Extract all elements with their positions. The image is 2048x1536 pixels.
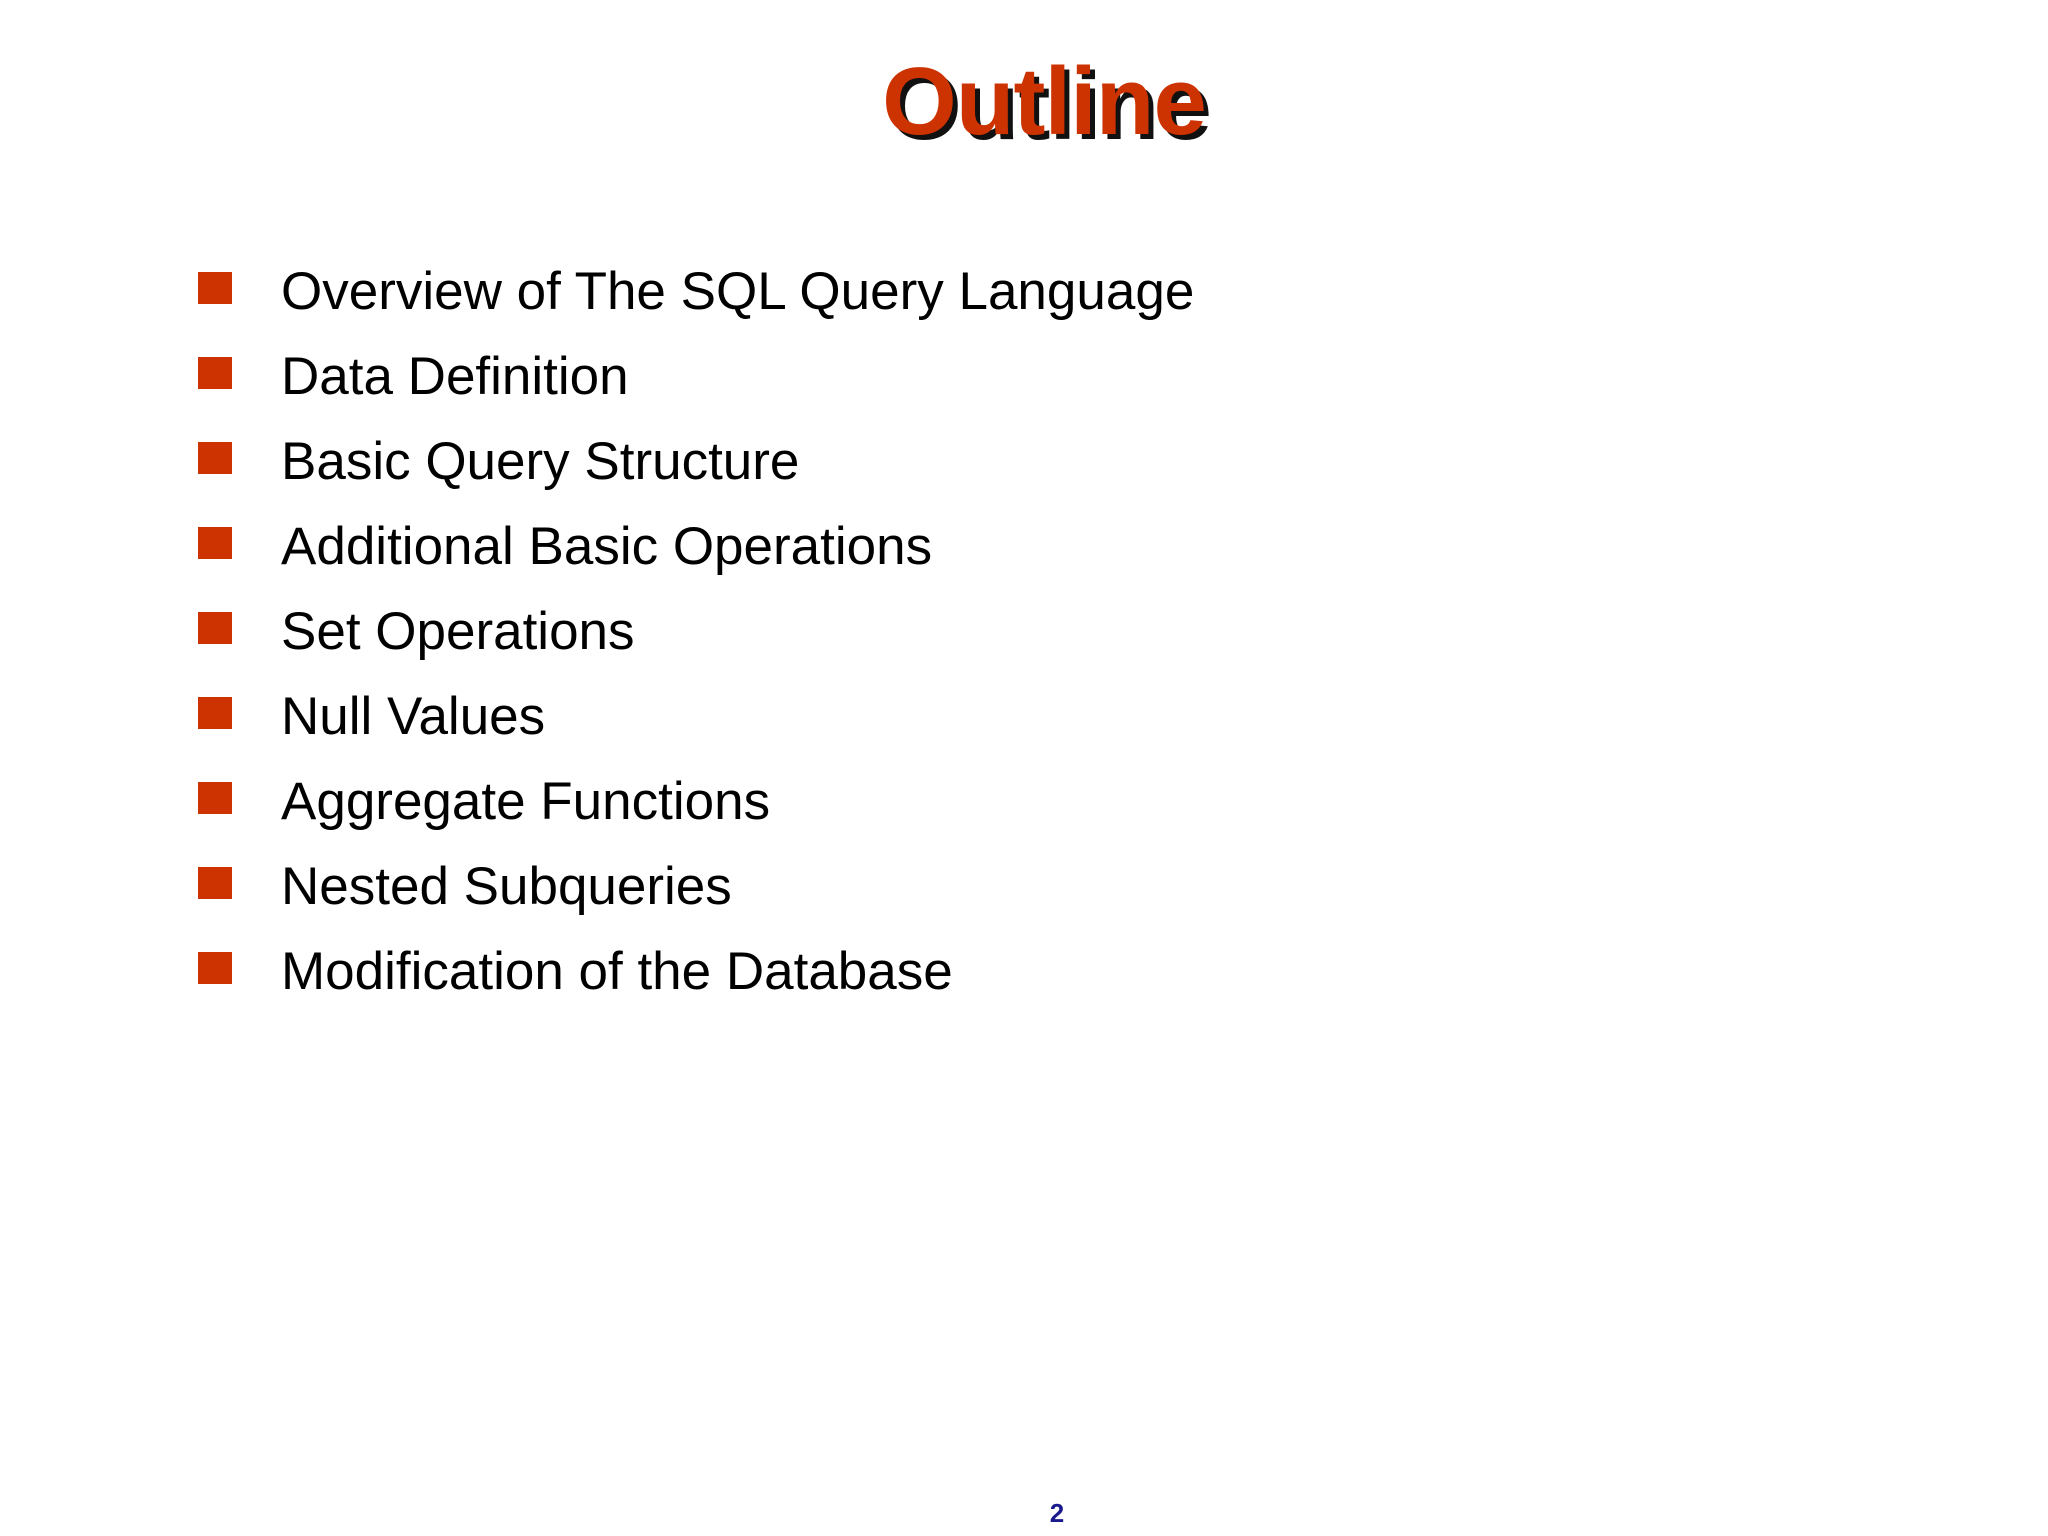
square-bullet-icon xyxy=(198,697,232,729)
list-item-text: Modification of the Database xyxy=(281,942,953,1001)
list-item-text: Set Operations xyxy=(281,602,635,661)
list-item-text: Basic Query Structure xyxy=(281,432,800,491)
square-bullet-icon xyxy=(198,272,232,304)
list-item-text: Data Definition xyxy=(281,347,629,406)
square-bullet-icon xyxy=(198,612,232,644)
slide-title: Outline xyxy=(882,48,1206,155)
list-item-text: Nested Subqueries xyxy=(281,857,732,916)
square-bullet-icon xyxy=(198,867,232,899)
list-item-text: Aggregate Functions xyxy=(281,772,771,831)
list-item-text: Additional Basic Operations xyxy=(281,517,933,576)
page-number: 2 xyxy=(1049,1498,1065,1528)
square-bullet-icon xyxy=(198,357,232,389)
square-bullet-icon xyxy=(198,782,232,814)
list-item-text: Null Values xyxy=(281,687,546,746)
square-bullet-icon xyxy=(198,527,232,559)
list-item-text: Overview of The SQL Query Language xyxy=(281,262,1195,321)
square-bullet-icon xyxy=(198,952,232,984)
square-bullet-icon xyxy=(198,442,232,474)
